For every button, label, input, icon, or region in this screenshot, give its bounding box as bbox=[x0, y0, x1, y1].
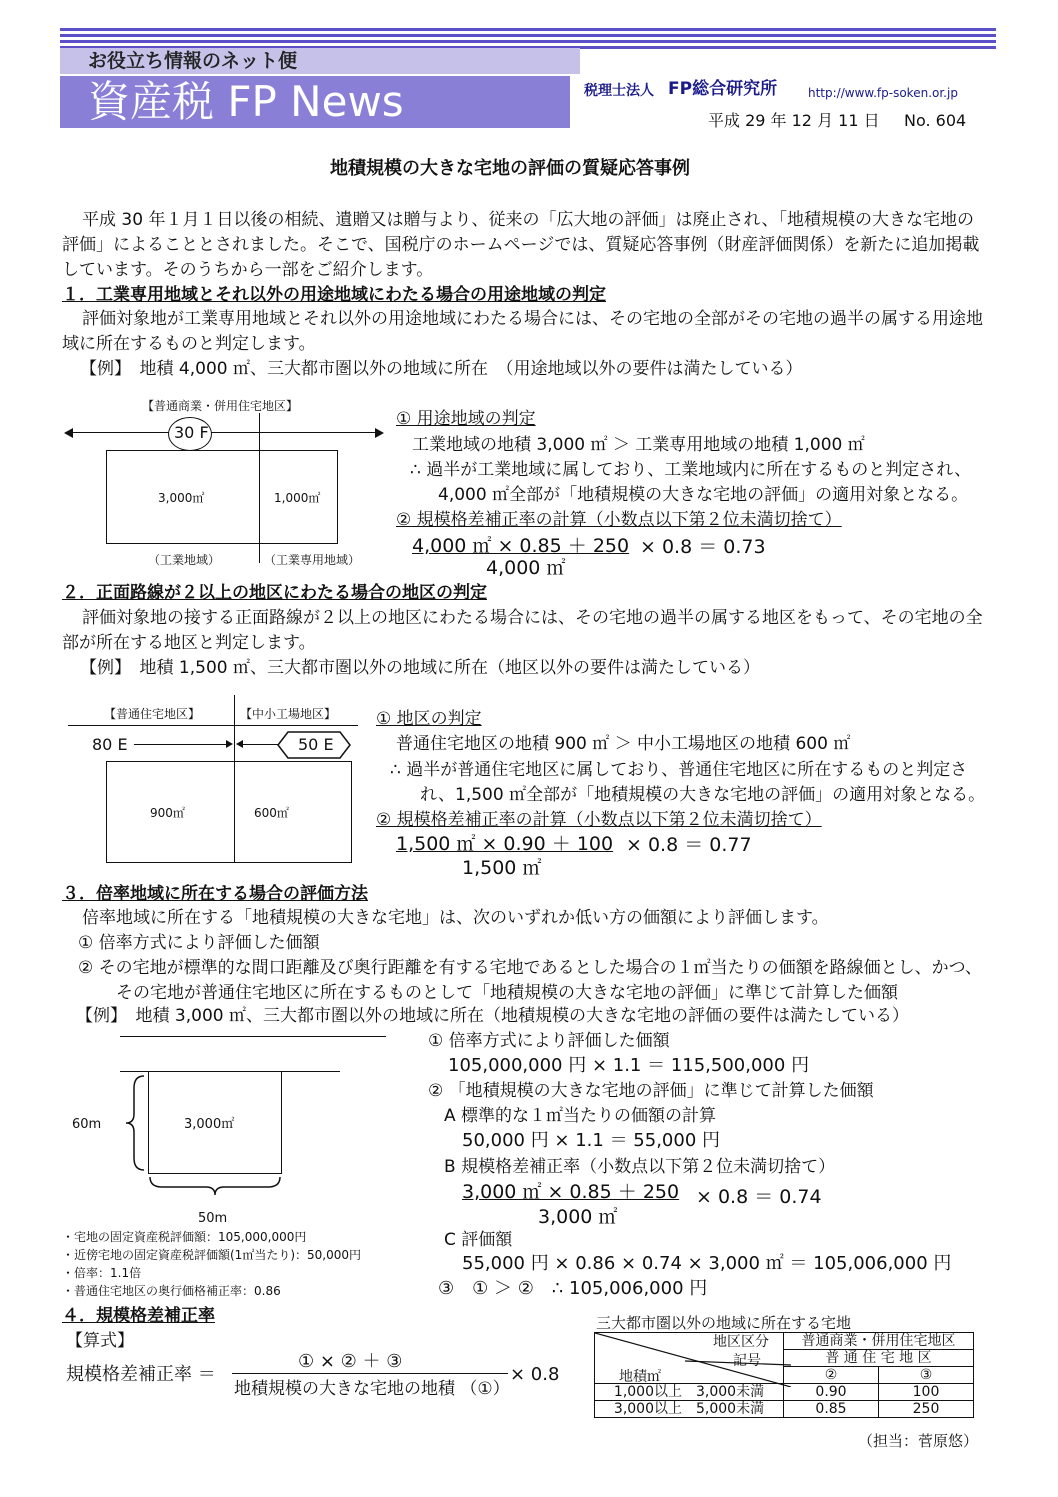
s2-step-2: 普通住宅地区の地積 900 ㎡ ＞ 中小工場地区の地積 600 ㎡ bbox=[396, 734, 851, 754]
s3-calc-1: ① 倍率方式により評価した価額 bbox=[428, 1031, 670, 1051]
table-header-district: 地区区分 bbox=[713, 1334, 769, 1350]
s4-fraction-bar bbox=[232, 1373, 508, 1374]
table-header-symbol: 記号 bbox=[733, 1353, 761, 1369]
s3-calc-2: 105,000,000 円 × 1.1 ＝ 115,500,000 円 bbox=[448, 1055, 810, 1076]
intro-line-3: しています。そのうちから一部をご紹介します。 bbox=[62, 260, 434, 280]
s2-step-1: ① 地区の判定 bbox=[376, 709, 482, 729]
table-row bbox=[595, 1401, 974, 1418]
s2-formula-numerator: 1,500 ㎡ × 0.90 ＋ 100 bbox=[396, 833, 614, 855]
s1-left-area: 3,000㎡ bbox=[158, 491, 205, 505]
s4-label: 【算式】 bbox=[66, 1331, 134, 1351]
s1-divider bbox=[259, 413, 260, 563]
s3-body-4: その宅地が普通住宅地区に所在するものとして「地積規模の大きな宅地の評価」に準じて計算した価額 bbox=[116, 983, 898, 1003]
s3-calc-5: 50,000 円 × 1.1 ＝ 55,000 円 bbox=[462, 1130, 721, 1151]
table-col-2: ② bbox=[784, 1367, 879, 1384]
s3-body-3: ② その宅地が標準的な間口距離及び奥行距離を有する宅地であるとした場合の１㎡当たりの価額を路線価とし、かつ、 bbox=[78, 958, 982, 978]
s3-calc-4: A 標準的な１㎡当たりの価額の計算 bbox=[444, 1106, 717, 1126]
table-cell-v2: 0.90 bbox=[784, 1384, 879, 1401]
s2-step-4: れ、1,500 ㎡全部が「地積規模の大きな宅地の評価」の適用対象となる。 bbox=[420, 785, 986, 805]
s1-zone-label: 【普通商業・併用住宅地区】 bbox=[142, 399, 299, 413]
header-tagline: お役立ち情報のネット便 bbox=[88, 50, 298, 72]
brace-left-icon bbox=[124, 1074, 146, 1172]
firm-name: FP総合研究所 bbox=[668, 79, 778, 99]
news-title: 資産税 FP News bbox=[88, 77, 404, 126]
table-header-zone: 普通商業・併用住宅地区 bbox=[784, 1333, 974, 1350]
table-header-zone2: 普 通 住 宅 地 区 bbox=[784, 1350, 974, 1367]
s2-body-2: 部が所在する地区と判定します。 bbox=[62, 633, 316, 653]
s3-calc-8: 55,000 円 × 0.86 × 0.74 × 3,000 ㎡ ＝ 105,006,000 円 bbox=[462, 1253, 952, 1274]
table-col-3: ③ bbox=[879, 1367, 974, 1384]
s2-formula-rest: × 0.8 ＝ 0.77 bbox=[626, 834, 752, 856]
s3-diagram bbox=[62, 1030, 402, 1230]
s2-left-arrow-line bbox=[134, 744, 228, 745]
size-correction-table bbox=[594, 1332, 974, 1418]
s1-formula-rest: × 0.8 ＝ 0.73 bbox=[640, 536, 766, 558]
s3-calc-3: ② 「地積規模の大きな宅地の評価」に準じて計算した価額 bbox=[428, 1081, 874, 1101]
s1-left-caption: （工業地域） bbox=[148, 553, 221, 567]
s3-note-2: ・近傍宅地の固定資産税評価額(1㎡当たり)：50,000円 bbox=[62, 1248, 361, 1262]
s3-note-1: ・宅地の固定資産税評価額：105,000,000円 bbox=[62, 1230, 307, 1244]
s2-step-5: ② 規模格差補正率の計算（小数点以下第２位未満切捨て） bbox=[376, 810, 822, 830]
s2-right-zone: 【中小工場地区】 bbox=[240, 707, 337, 721]
table-cell-range: 3,000以上 5,000未満 bbox=[595, 1401, 784, 1418]
issue-date: 平成 29 年 12 月 11 日 bbox=[708, 111, 880, 130]
s1-diagram bbox=[64, 395, 384, 575]
s3-example: 【例】 地積 3,000 ㎡、三大都市圏以外の地域に所在（地積規模の大きな宅地の評価の要件は満たしている） bbox=[76, 1006, 909, 1026]
s1-body-1: 評価対象地が工業専用地域とそれ以外の用途地域にわたる場合には、その宅地の全部がその宅地の過半の属する用途地 bbox=[82, 309, 983, 329]
s3-body-2: ① 倍率方式により評価した価額 bbox=[78, 933, 320, 953]
s3-calc-9: ③ ① ＞ ② ∴ 105,006,000 円 bbox=[438, 1278, 708, 1299]
s2-left-area: 900㎡ bbox=[150, 806, 185, 820]
table-cell-range: 1,000以上 3,000未満 bbox=[595, 1384, 784, 1401]
s2-body-1: 評価対象地の接する正面路線が２以上の地区にわたる場合には、その宅地の過半の属する地区をもって、その宅地の全 bbox=[82, 608, 983, 628]
firm-prefix: 税理士法人 bbox=[584, 83, 654, 99]
s1-step-2: 工業地域の地積 3,000 ㎡ ＞ 工業専用地域の地積 1,000 ㎡ bbox=[412, 435, 865, 455]
s2-right-arrow-line bbox=[242, 744, 278, 745]
s1-formula-denominator: 4,000 ㎡ bbox=[486, 557, 566, 579]
s3-area: 3,000㎡ bbox=[184, 1117, 235, 1132]
intro-line-1: 平成 30 年１月１日以後の相続、遺贈又は贈与より、従来の「広大地の評価」は廃止され、「地積規模の大きな宅地の bbox=[82, 210, 974, 230]
s1-right-caption: （工業専用地域） bbox=[264, 553, 361, 567]
section-3-heading: ３．倍率地域に所在する場合の評価方法 bbox=[62, 884, 368, 904]
s2-left-zone: 【普通住宅地区】 bbox=[104, 707, 201, 721]
section-1-heading: １．工業専用地域とそれ以外の用途地域にわたる場合の用途地域の判定 bbox=[62, 285, 606, 305]
s1-step-3: ∴ 過半が工業地域に属しており、工業地域内に所在するものと判定され、 bbox=[410, 460, 972, 480]
s2-diagram bbox=[64, 695, 364, 870]
table-header-area: 地積㎡ bbox=[619, 1369, 661, 1385]
s1-road-price: 30 F bbox=[174, 423, 209, 442]
s2-formula-denominator: 1,500 ㎡ bbox=[462, 857, 542, 879]
s4-numerator: ① × ② ＋ ③ bbox=[298, 1351, 403, 1372]
s2-example: 【例】 地積 1,500 ㎡、三大都市圏以外の地域に所在（地区以外の要件は満たしている） bbox=[80, 658, 760, 678]
issue-number: No. 604 bbox=[904, 111, 967, 130]
intro-line-2: 評価」によることとされました。そこで、国税庁のホームページでは、質疑応答事例（財産評価関係）を新たに追加掲載 bbox=[62, 235, 980, 255]
s1-body-2: 域に所在するものと判定します。 bbox=[62, 334, 316, 354]
s3-note-3: ・倍率：1.1倍 bbox=[62, 1266, 142, 1280]
s1-step-4: 4,000 ㎡全部が「地積規模の大きな宅地の評価」の適用対象となる。 bbox=[438, 485, 969, 505]
s1-right-area: 1,000㎡ bbox=[274, 491, 321, 505]
s1-step-5: ② 規模格差補正率の計算（小数点以下第２位未満切捨て） bbox=[396, 510, 842, 530]
s2-lot bbox=[106, 761, 352, 863]
s3-calc-7: C 評価額 bbox=[444, 1230, 513, 1250]
s2-right-price: 50 E bbox=[298, 735, 334, 754]
arrow-left-icon bbox=[64, 428, 73, 438]
firm-url[interactable]: http://www.fp-soken.or.jp bbox=[808, 86, 958, 100]
s2-step-3: ∴ 過半が普通住宅地区に属しており、普通住宅地区に所在するものと判定さ bbox=[390, 760, 968, 780]
author-credit: （担当：菅原悠） bbox=[858, 1432, 979, 1450]
s4-denominator: 地積規模の大きな宅地の地積 （①） bbox=[234, 1379, 510, 1399]
s3-road-top bbox=[120, 1036, 386, 1037]
s4-table-caption: 三大都市圏以外の地域に所在する宅地 bbox=[596, 1314, 852, 1332]
table-cell-v3: 250 bbox=[879, 1401, 974, 1418]
s3-depth: 60m bbox=[72, 1117, 102, 1132]
s2-left-price: 80 E bbox=[92, 735, 128, 754]
s3-formula-denominator: 3,000 ㎡ bbox=[538, 1206, 618, 1228]
arrow-right-icon bbox=[375, 428, 384, 438]
s1-step-1: ① 用途地域の判定 bbox=[396, 409, 536, 429]
s2-road-top bbox=[68, 725, 358, 726]
s1-formula-numerator: 4,000 ㎡ × 0.85 ＋ 250 bbox=[412, 535, 630, 557]
table-cell-v3: 100 bbox=[879, 1384, 974, 1401]
s1-example: 【例】 地積 4,000 ㎡、三大都市圏以外の地域に所在 （用途地域以外の要件は満たしている） bbox=[80, 359, 803, 379]
s3-note-4: ・普通住宅地区の奥行価格補正率：0.86 bbox=[62, 1284, 281, 1298]
section-4-heading: ４．規模格差補正率 bbox=[62, 1306, 215, 1326]
s3-formula-rest: × 0.8 ＝ 0.74 bbox=[696, 1186, 822, 1208]
section-2-heading: ２．正面路線が２以上の地区にわたる場合の地区の判定 bbox=[62, 583, 487, 603]
table-cell-v2: 0.85 bbox=[784, 1401, 879, 1418]
s4-lhs: 規模格差補正率 ＝ bbox=[66, 1364, 216, 1385]
s3-body-1: 倍率地域に所在する「地積規模の大きな宅地」は、次のいずれか低い方の価額により評価します。 bbox=[82, 908, 829, 928]
document-title: 地積規模の大きな宅地の評価の質疑応答事例 bbox=[330, 158, 690, 179]
s3-frontage: 50m bbox=[198, 1211, 228, 1226]
s1-road-top bbox=[68, 432, 378, 433]
s3-formula-numerator: 3,000 ㎡ × 0.85 ＋ 250 bbox=[462, 1181, 680, 1203]
arrow-right-icon bbox=[226, 740, 233, 748]
header-stripes bbox=[60, 28, 996, 50]
s4-multiplier: × 0.8 bbox=[510, 1364, 560, 1385]
s3-calc-6: B 規模格差補正率（小数点以下第２位未満切捨て） bbox=[444, 1157, 836, 1177]
s2-right-area: 600㎡ bbox=[254, 806, 289, 820]
brace-bottom-icon bbox=[148, 1175, 282, 1197]
